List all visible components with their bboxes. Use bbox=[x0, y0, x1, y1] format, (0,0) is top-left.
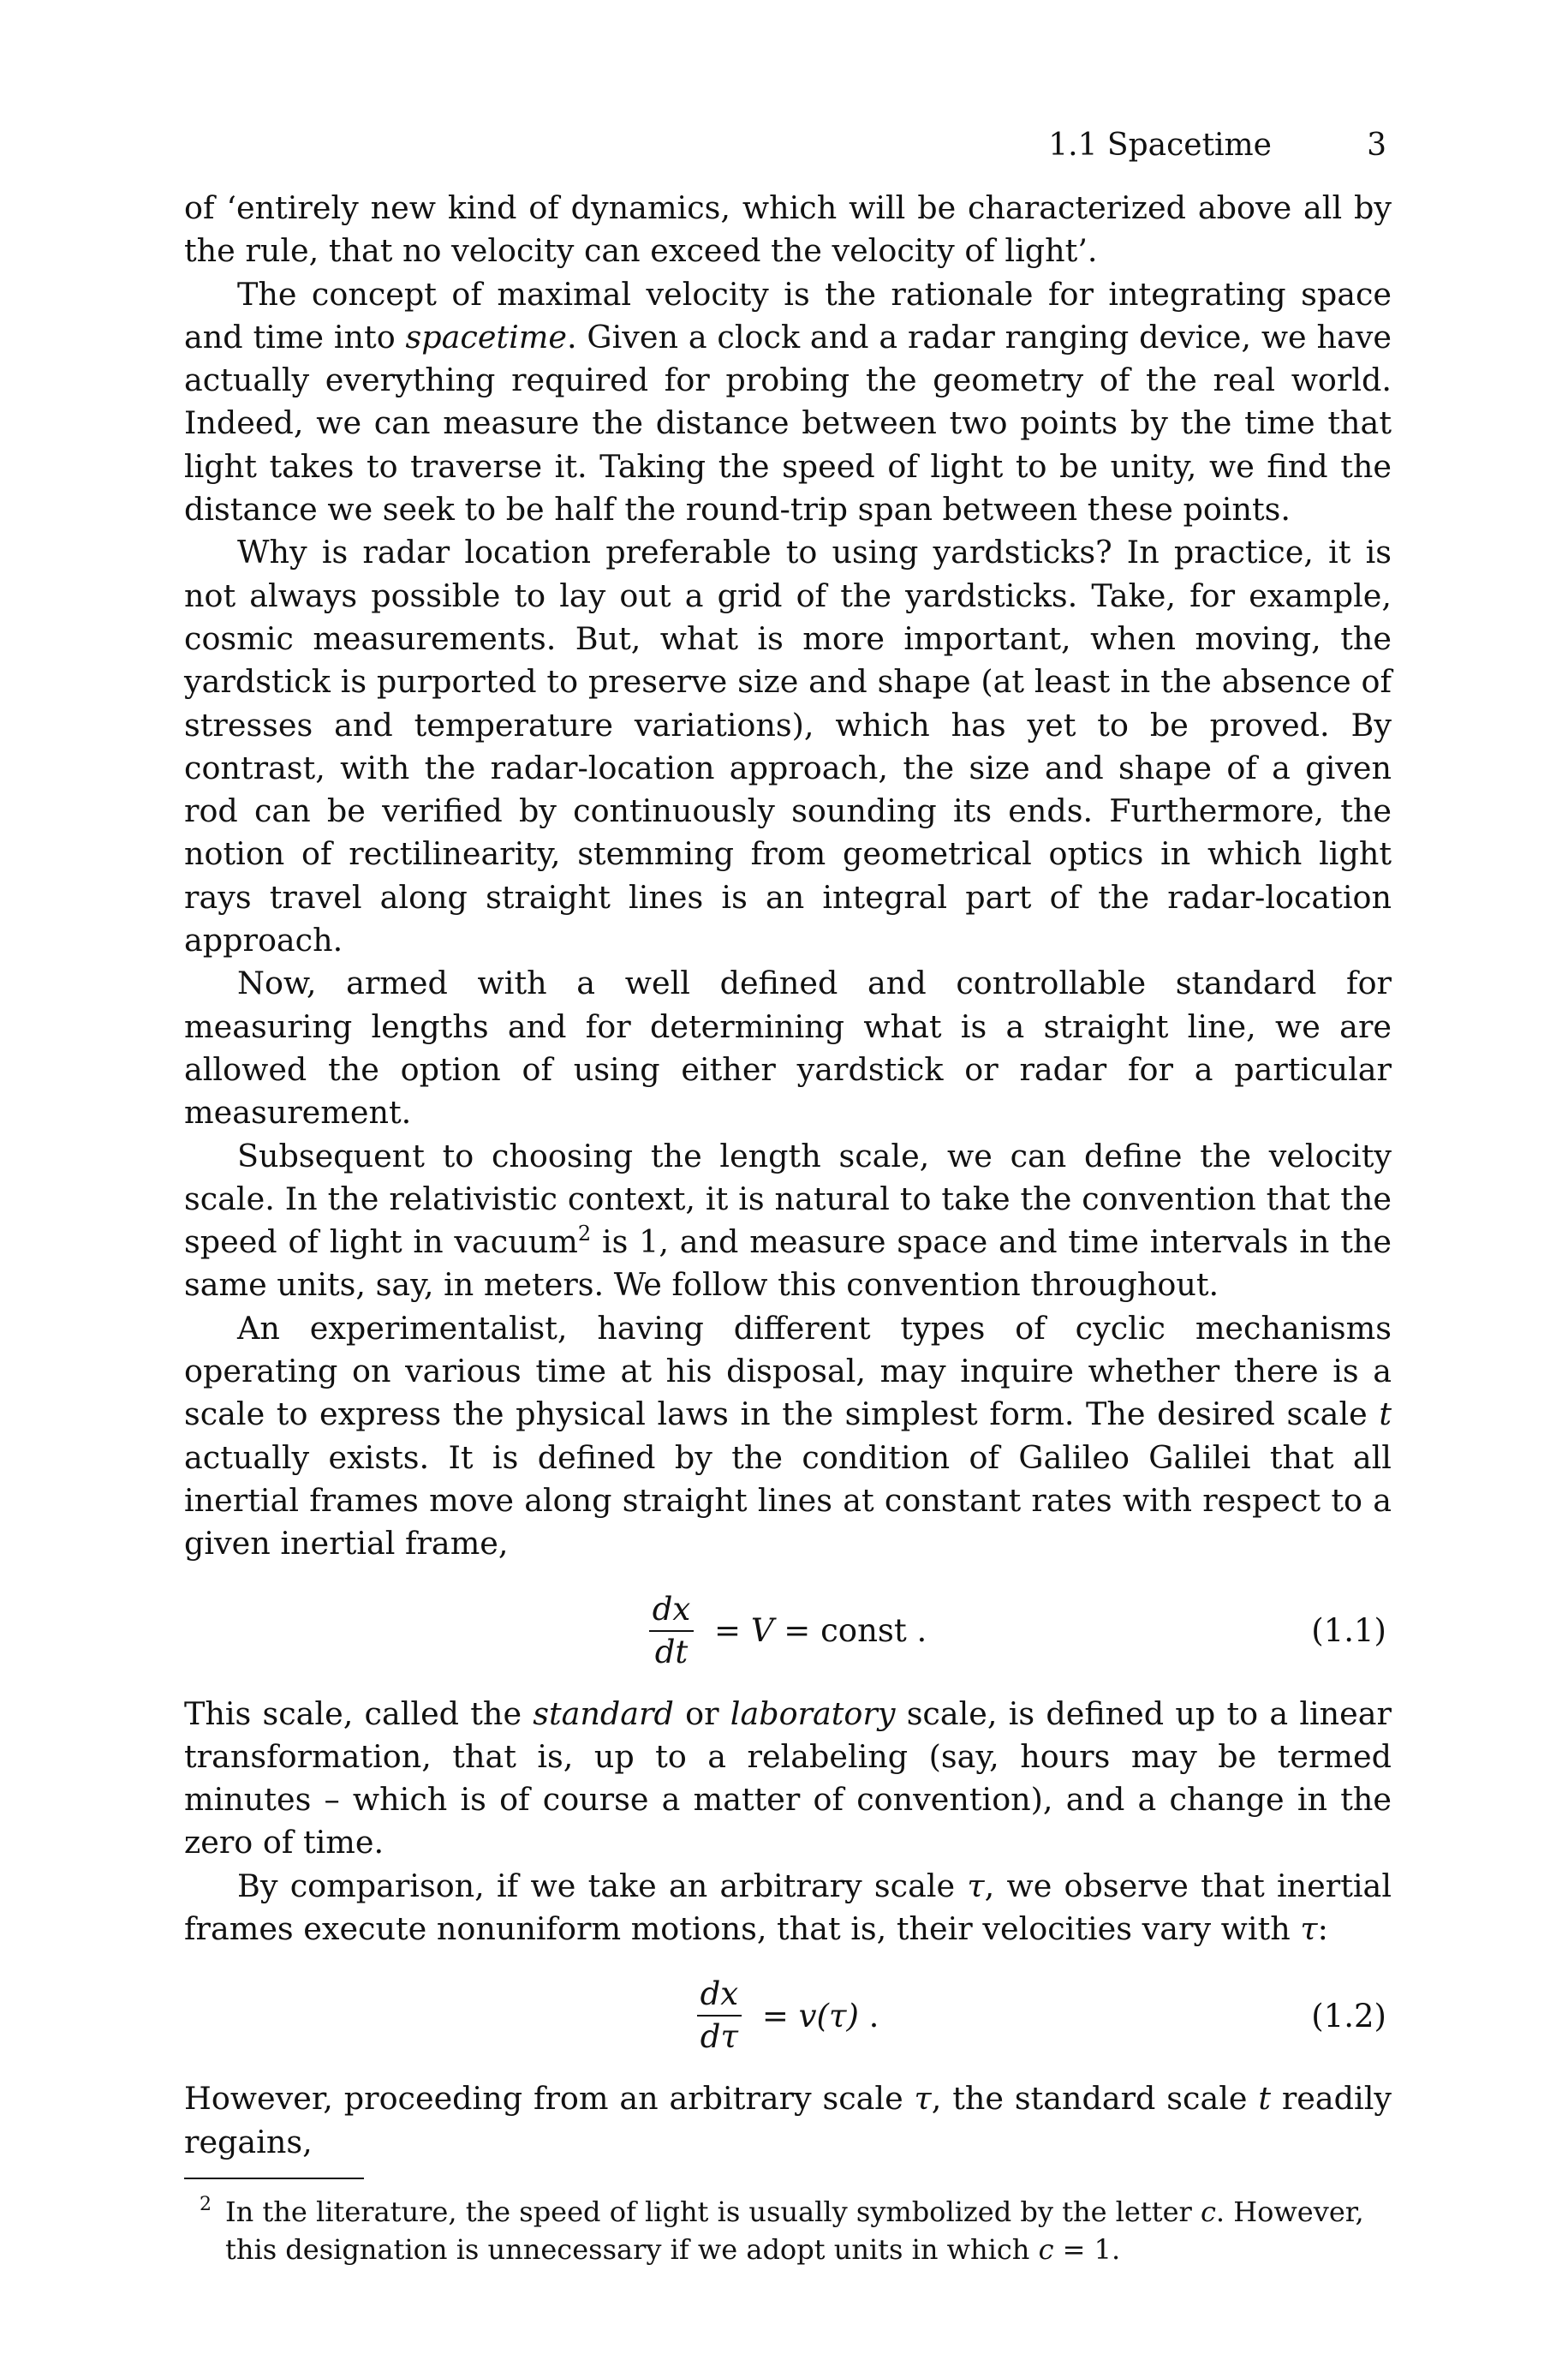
footnote-text-mid: . However, this designation is unnecessary if we adopt units in which bbox=[225, 2195, 1364, 2266]
variable-t: t bbox=[1379, 1395, 1392, 1433]
paragraph-1-text: of ‘entirely new kind of dynamics, which will be characterized above all by the rule, that no velocity can exceed the velocity of light’. bbox=[184, 189, 1392, 270]
body-text bbox=[184, 187, 1392, 2268]
page-number: 3 bbox=[1367, 128, 1386, 163]
book-page bbox=[184, 120, 1392, 2268]
paragraph-2 bbox=[184, 273, 1392, 532]
spacetime-term: spacetime bbox=[405, 318, 567, 356]
paragraph-2-text: The concept of maximal velocity is the rationale for integrating space and time into bbox=[184, 275, 1392, 356]
footnote-2 bbox=[184, 2193, 1392, 2268]
paragraph-3 bbox=[184, 531, 1392, 962]
paragraph-8 bbox=[184, 1865, 1392, 1951]
variable-c: c bbox=[1038, 2232, 1054, 2266]
paragraph-9 bbox=[184, 2077, 1392, 2164]
equation-1-1 bbox=[184, 1578, 1392, 1684]
paragraph-9-text-end: readily regains, bbox=[184, 2080, 1392, 2160]
section-title: 1.1 Spacetime bbox=[1048, 128, 1272, 163]
equation-1-1-body bbox=[184, 1578, 1392, 1684]
equation-rhs bbox=[752, 1998, 879, 2034]
variable-tau: τ bbox=[1300, 1909, 1318, 1947]
equation-variable: v(τ) bbox=[798, 1997, 859, 2034]
laboratory-term: laboratory bbox=[730, 1694, 896, 1732]
paragraph-1 bbox=[184, 187, 1392, 273]
equation-number: (1.2) bbox=[1311, 1997, 1386, 2034]
paragraph-8-text-end: : bbox=[1317, 1909, 1328, 1947]
equation-variable: V bbox=[750, 1612, 774, 1649]
paragraph-9-text-mid: , the standard scale bbox=[931, 2080, 1259, 2118]
paragraph-6-text-cont: actually exists. It is defined by the condition of Galileo Galilei that all inertial frames move along straight lines at constant rates with respect to a given inertial frame, bbox=[184, 1438, 1392, 1562]
paragraph-9-text: However, proceeding from an arbitrary scale bbox=[184, 2080, 915, 2118]
standard-term: standard bbox=[533, 1694, 674, 1732]
paragraph-4-text: Now, armed with a well defined and controllable standard for measuring lengths and for determining what is a straight line, we are allowed the option of using either yardstick or radar for a particular measurement. bbox=[184, 965, 1392, 1132]
footnote-mark: 2 bbox=[200, 2193, 212, 2215]
paragraph-7-text: This scale, called the bbox=[184, 1694, 534, 1732]
equals-sign: = bbox=[704, 1612, 751, 1649]
variable-c: c bbox=[1200, 2195, 1216, 2228]
footnote-reference[interactable]: 2 bbox=[577, 1222, 592, 1246]
paragraph-3-text: Why is radar location preferable to using yardsticks? In practice, it is not always possible to lay out a grid of the yardsticks. Take, for example, cosmic measurements. But, what is more important, when moving, the yardstick is purported to preserve size and shape (at least in the absence of stresses and temperature variations), which has yet to be proved. By contrast, with the radar-location approach, the size and shape of a given rod can be verified by continuously sounding its ends. Furthermore, the notion of rectilinearity, stemming from geometrical optics in which light rays travel along straight lines is an integral part of the radar-location approach. bbox=[184, 534, 1392, 959]
equation-tail: = const . bbox=[773, 1612, 927, 1649]
paragraph-7-text-or: or bbox=[673, 1694, 730, 1732]
paragraph-7-text-cont: scale, is defined up to a linear transformation, that is, up to a relabeling (say, hours may be termed minutes – which is of course a matter of convention), and a change in the zero of time. bbox=[184, 1694, 1392, 1861]
fraction-dx-dt bbox=[649, 1589, 695, 1673]
variable-tau: τ bbox=[967, 1867, 985, 1904]
paragraph-2-text-cont: . Given a clock and a radar ranging device, we have actually everything required for probing the geometry of the real world. Indeed, we can measure the distance between two points by the time that light takes to traverse it. Taking the speed of light to be unity, we find the distance we seek to be half the round-trip span between these points. bbox=[184, 318, 1392, 529]
paragraph-8-text: By comparison, if we take an arbitrary scale bbox=[237, 1867, 968, 1904]
equals-sign: = bbox=[752, 1997, 799, 2034]
fraction-numerator: dx bbox=[700, 1975, 739, 2013]
fraction-numerator: dx bbox=[652, 1590, 691, 1628]
equation-1-2-body bbox=[184, 1963, 1392, 2069]
footnote-text-end: = 1. bbox=[1053, 2232, 1121, 2266]
paragraph-5-text-cont: is 1, and measure space and time intervals in the same units, say, in meters. We follow this convention throughout. bbox=[184, 1223, 1392, 1304]
paragraph-6-text: An experimentalist, having different types of cyclic mechanisms operating on various time at his disposal, may inquire whether there is a scale to express the physical laws in the simplest form. The desired scale bbox=[184, 1309, 1392, 1433]
equation-rhs bbox=[704, 1612, 927, 1649]
equation-number: (1.1) bbox=[1311, 1612, 1386, 1649]
fraction-denominator: dτ bbox=[700, 2018, 738, 2056]
paragraph-8-text-mid: , we observe that inertial frames execute nonuniform motions, that is, their velocities vary with bbox=[184, 1867, 1392, 1947]
variable-t: t bbox=[1258, 2080, 1271, 2118]
paragraph-5-text: Subsequent to choosing the length scale, we can define the velocity scale. In the relativistic context, it is natural to take the convention that the speed of light in vacuum bbox=[184, 1137, 1392, 1261]
variable-tau: τ bbox=[914, 2080, 932, 2118]
paragraph-6 bbox=[184, 1307, 1392, 1566]
footnote-text: In the literature, the speed of light is usually symbolized by the letter bbox=[225, 2195, 1201, 2228]
fraction-dx-dtau bbox=[697, 1974, 742, 2058]
footnote-divider bbox=[184, 2178, 364, 2179]
paragraph-5 bbox=[184, 1135, 1392, 1307]
equation-tail: . bbox=[858, 1997, 879, 2034]
running-head bbox=[184, 120, 1392, 171]
equation-1-2 bbox=[184, 1963, 1392, 2069]
paragraph-7 bbox=[184, 1693, 1392, 1865]
fraction-denominator: dt bbox=[654, 1633, 689, 1670]
paragraph-4 bbox=[184, 962, 1392, 1134]
